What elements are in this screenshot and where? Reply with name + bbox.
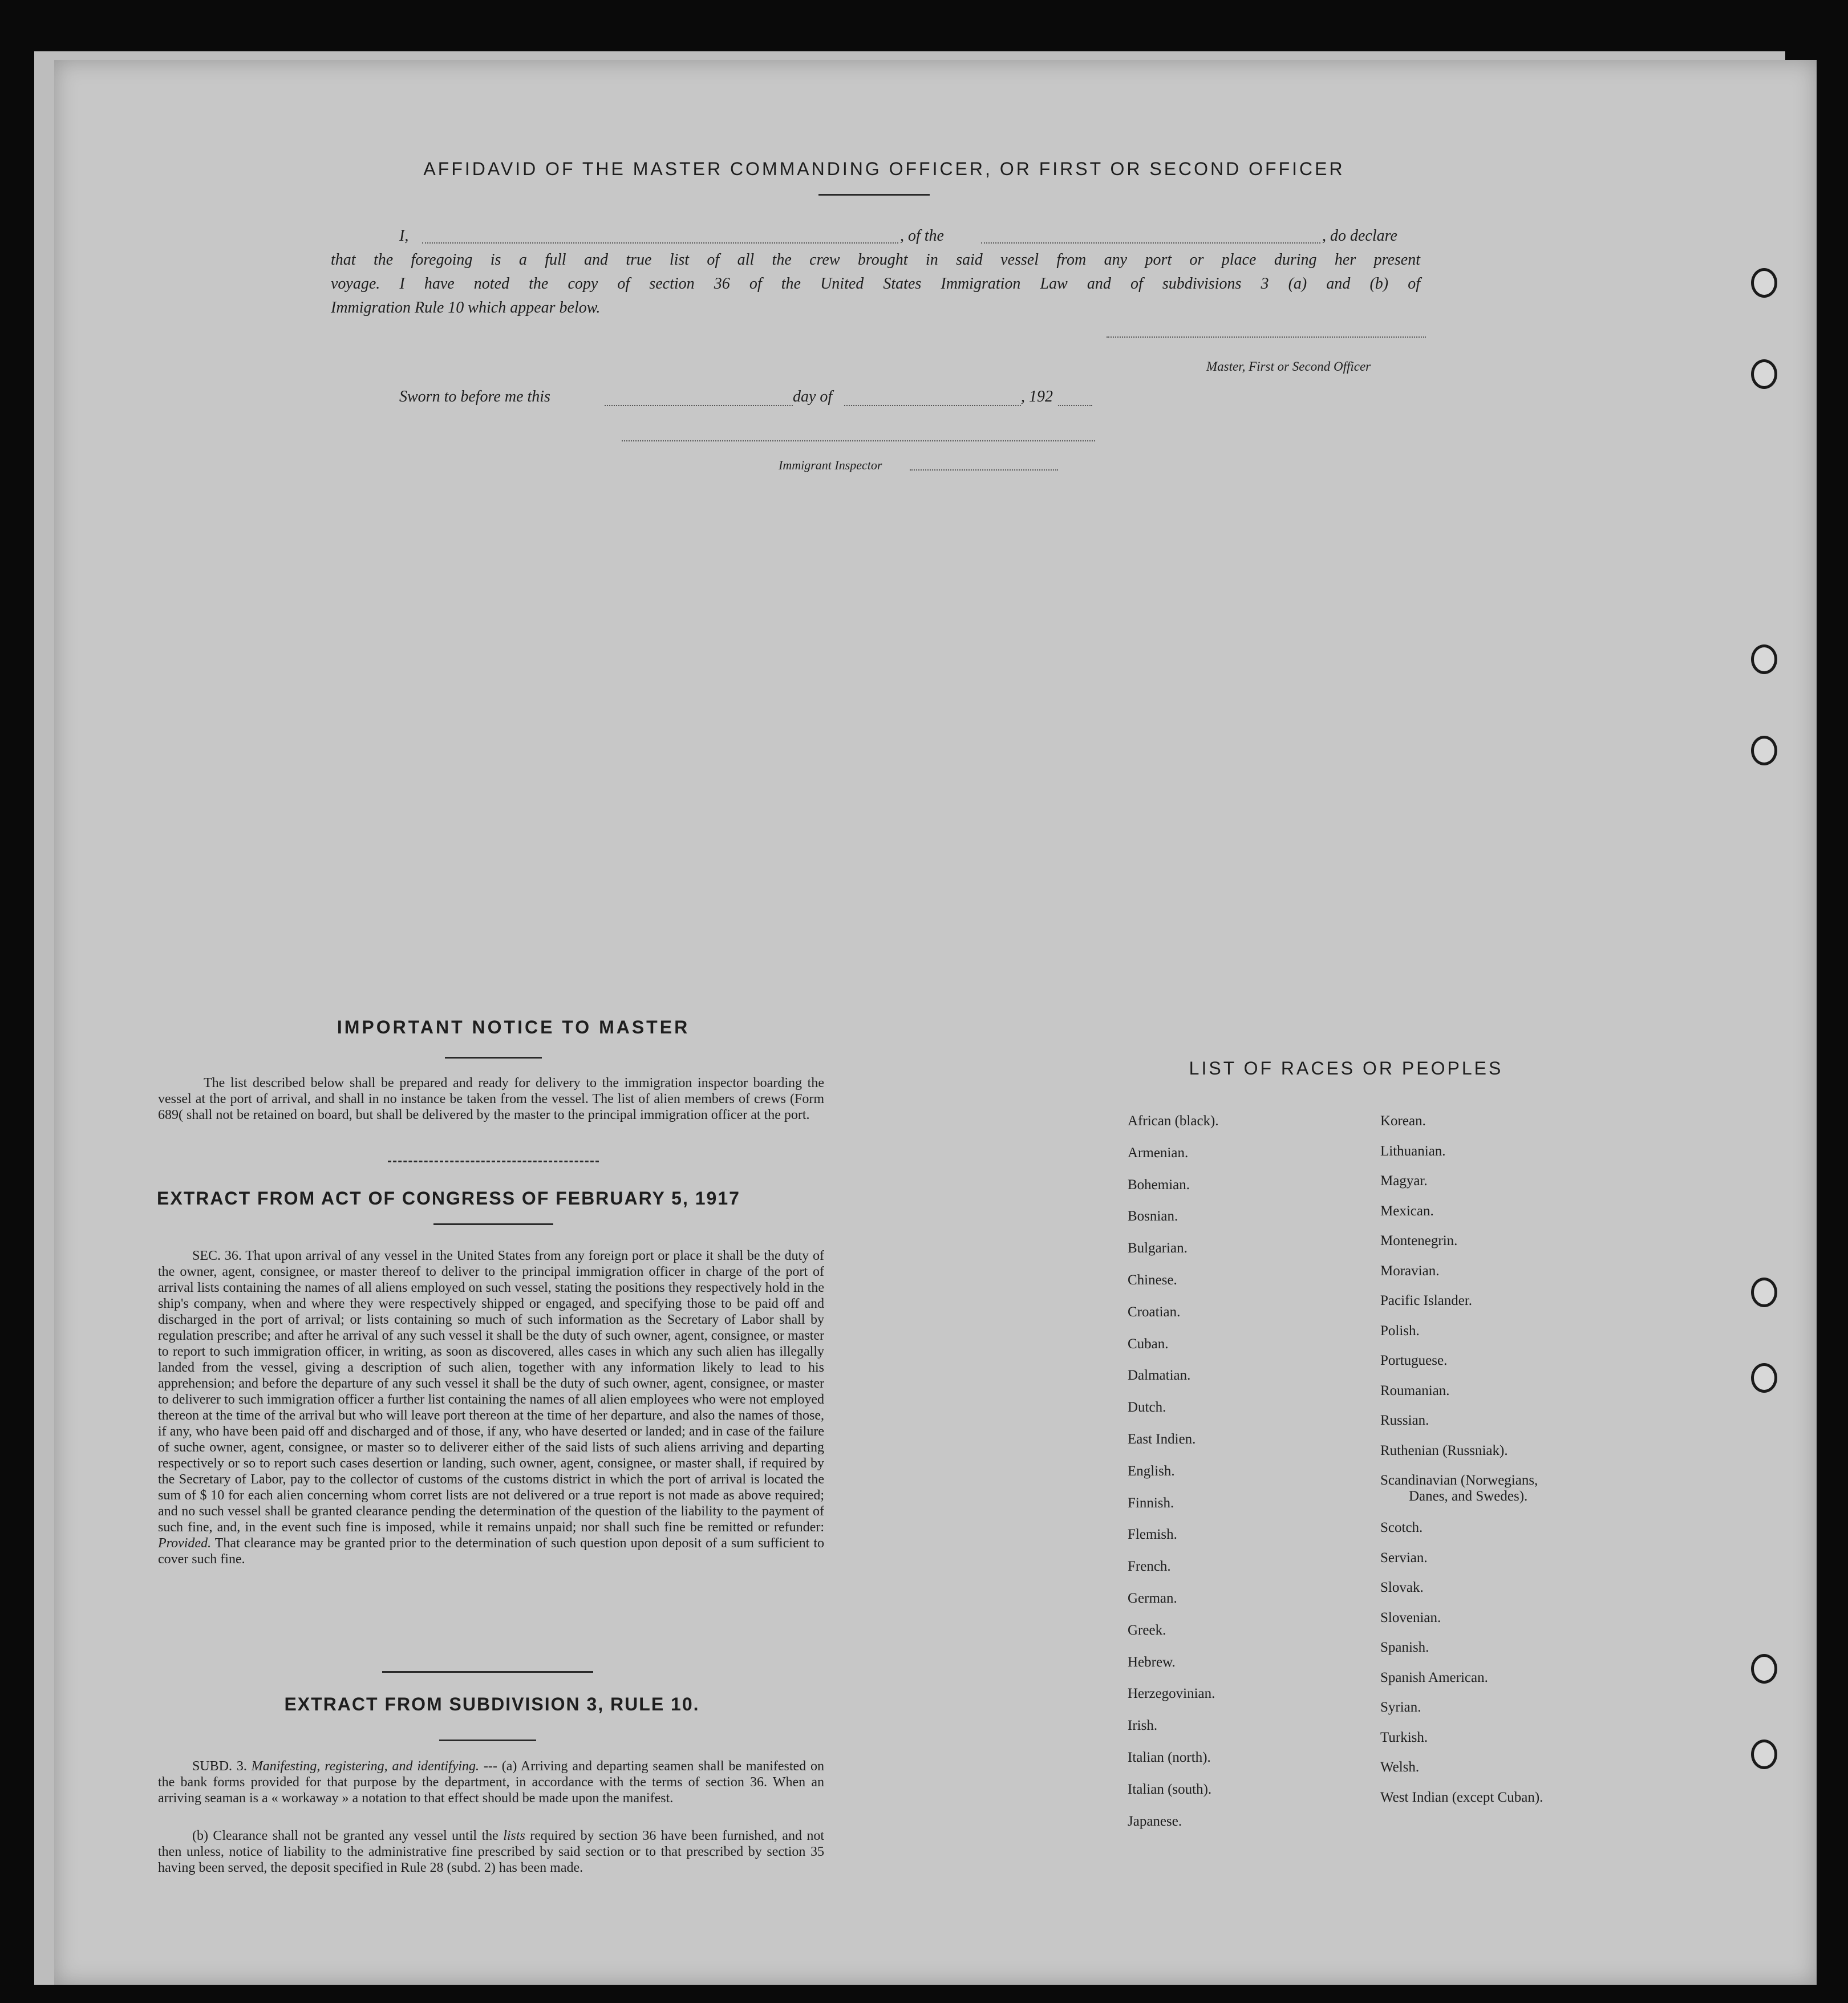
provided-text: Provided.	[158, 1536, 212, 1551]
race-item: Italian (south).	[1128, 1781, 1212, 1797]
race-item: Pacific Islander.	[1380, 1293, 1473, 1308]
year-blank-line	[1058, 405, 1092, 406]
race-item: English.	[1128, 1463, 1175, 1479]
month-blank-line	[844, 405, 1021, 406]
binder-hole-icon	[1751, 1654, 1777, 1684]
act-end-divider	[382, 1671, 593, 1673]
race-item: African (black).	[1128, 1113, 1219, 1129]
subdivision-number: SUBD. 3.	[192, 1759, 247, 1774]
notice-title: IMPORTANT NOTICE TO MASTER	[337, 1017, 690, 1037]
race-item: Italian (north).	[1128, 1750, 1211, 1765]
rule-para-a-text: --- (a) Arriving and departing seamen shall be manifested on the bank forms provided for that purpose by the department, in accordance with the terms of section 36. When an arriving seaman is a « workaway » a notation to that effect should be made upon the manifest.	[158, 1759, 825, 1806]
race-item: Finnish.	[1128, 1495, 1174, 1511]
race-item: Bulgarian.	[1128, 1240, 1188, 1256]
race-item: Turkish.	[1380, 1729, 1428, 1745]
affidavit-lead: I,	[399, 227, 409, 245]
of-the-text: , of the	[900, 227, 944, 245]
race-item: Korean.	[1380, 1113, 1426, 1129]
act-text-block	[158, 1248, 824, 1567]
rule-para-b-end: required by section 36 have been furnished, and not then unless, notice of liability to the administrative fine prescribed by said section or to that prescribed by section 35 having been served, the deposit specified in Rule 28 (subd. 2) has been made.	[158, 1828, 825, 1875]
binder-hole-icon	[1751, 359, 1777, 389]
race-item: Mexican.	[1380, 1203, 1434, 1219]
race-item: Slovenian.	[1380, 1609, 1441, 1625]
day-of-text: day of	[793, 388, 833, 406]
race-item: Herzegovinian.	[1128, 1686, 1215, 1702]
rule-divider	[439, 1740, 536, 1741]
race-item: Bosnian.	[1128, 1209, 1178, 1224]
rule-para-a	[158, 1758, 824, 1806]
rule-para-b-start: (b) Clearance shall not be granted any vessel until the	[192, 1828, 499, 1843]
races-title: LIST OF RACES OR PEOPLES	[1189, 1058, 1503, 1078]
race-item: Bohemian.	[1128, 1177, 1190, 1193]
affidavit-line: that the foregoing is a full and true list of all the crew brought in said vessel from any port or place during her present	[331, 251, 1420, 269]
do-declare-text: , do declare	[1322, 227, 1397, 245]
race-item: East Indien.	[1128, 1432, 1196, 1447]
race-item: Cuban.	[1128, 1336, 1169, 1352]
race-item: Servian.	[1380, 1550, 1428, 1566]
race-item: Greek.	[1128, 1622, 1166, 1638]
race-item: Irish.	[1128, 1718, 1158, 1734]
notice-end-divider	[388, 1161, 599, 1162]
act-body: That upon arrival of any vessel in the United States from any foreign port or place it shall be the duty of the owner, agent, consignee, or master thereof to deliver to the principal immigration officer in charge of the port of arrival lists containing the names of all aliens employed on such vessel, stating the positions they respectively hold in the ship's company, when and where they were respectively shipped or engaged, and specifying those to be paid off and discharged in the port of arrival; or lists containing so much of such information as the Secretary of Labor shall by regulation prescribe; and after he arrival of any such vessel it shall be the duty of such owner, agent, consignee, or master to report to such immigration officer, in writing, as soon as discovered, alles cases in which any such alien has illegally landed from the vessel, giving a description of such alien, together with any information likely to lead to his apprehension; and before the departure of any such vessel it shall be the duty of such owner, agent, consignee, or master to deliverer to such immigration officer a further list containing the names of all alien employees who were not employed thereon at the time of the arrival but who will leave port thereon at the time of her departure, and also the names of those, if any, who have been paid off and discharged and of those, if any, who have deserted or landed; and in case of the failure of suche owner, agent, consignee, or master so to deliverer either of the said lists of such aliens arriving and departing respectively or so to report such cases desertion or landing, such owner, agent, consignee, or master shall, if required by the Secretary of Labor, pay to the collector of customs of the customs district in which the port of arrival is located the sum of $ 10 for each alien concerning whom corret lists are not delivered or a true report is not made as above required; and no such vessel shall be granted clearance pending the determination of the question of the liability to the payment of such fine, and, in the event such fine is imposed, while it remains unpaid; nor shall such fine be remitted or refunder:	[158, 1248, 824, 1535]
affidavit-title: AFFIDAVID OF THE MASTER COMMANDING OFFICER, OR FIRST OR SECOND OFFICER	[423, 159, 1345, 179]
race-item: Roumanian.	[1380, 1382, 1450, 1398]
title-divider	[818, 194, 930, 196]
act-body-end: That clearance may be granted prior to the determination of such question upon deposit of a sum sufficient to cover such fine.	[158, 1536, 824, 1567]
notice-body: The list described below shall be prepared and ready for delivery to the immigration inspector boarding the vessel at the port of arrival, and shall in no instance be taken from the vessel. The list of alien members of crews (Form 689( shall not be retained on board, but shall be delivered by the master to the principal immigration officer at the port.	[158, 1076, 824, 1122]
race-item: Moravian.	[1380, 1263, 1440, 1279]
year-text: , 192	[1021, 388, 1053, 406]
binder-hole-icon	[1751, 1363, 1777, 1393]
notice-divider	[445, 1057, 542, 1059]
race-item: German.	[1128, 1591, 1177, 1606]
race-item: Scandinavian (Norwegians,	[1380, 1473, 1538, 1488]
race-item: Hebrew.	[1128, 1654, 1176, 1670]
race-item: Dutch.	[1128, 1400, 1166, 1416]
race-item: Flemish.	[1128, 1527, 1177, 1543]
race-item: Danes, and Swedes).	[1409, 1489, 1528, 1504]
race-item: Slovak.	[1380, 1580, 1424, 1595]
inspector-signature-line	[622, 440, 1095, 441]
inspector-blank-line	[910, 469, 1058, 471]
race-item: Welsh.	[1380, 1759, 1420, 1775]
race-item: Chinese.	[1128, 1272, 1177, 1288]
race-item: Portuguese.	[1380, 1353, 1448, 1368]
race-item: Magyar.	[1380, 1173, 1428, 1189]
affidavit-line: Immigration Rule 10 which appear below.	[331, 299, 601, 317]
rule-para-b-lists: lists	[503, 1828, 525, 1843]
subdivision-title: Manifesting, registering, and identifying.	[251, 1759, 480, 1774]
race-item: Dalmatian.	[1128, 1368, 1191, 1384]
race-item: Ruthenian (Russniak).	[1380, 1442, 1508, 1458]
binder-hole-icon	[1751, 644, 1777, 674]
day-blank-line	[605, 405, 793, 406]
race-item: French.	[1128, 1559, 1171, 1575]
race-item: Lithuanian.	[1380, 1143, 1446, 1159]
race-item: Spanish American.	[1380, 1669, 1488, 1685]
race-item: Armenian.	[1128, 1145, 1189, 1161]
rule-title: EXTRACT FROM SUBDIVISION 3, RULE 10.	[284, 1694, 700, 1714]
vessel-blank-line	[981, 242, 1320, 244]
binder-hole-icon	[1751, 1740, 1777, 1769]
binder-hole-icon	[1751, 268, 1777, 298]
race-item: Russian.	[1380, 1413, 1429, 1428]
race-item: Polish.	[1380, 1323, 1420, 1339]
signature-line	[1107, 336, 1426, 338]
act-divider	[433, 1223, 553, 1225]
inspector-label: Immigrant Inspector	[779, 458, 882, 472]
race-item: Syrian.	[1380, 1700, 1421, 1715]
race-item: Scotch.	[1380, 1520, 1423, 1535]
affidavit-line: voyage. I have noted the copy of section 36 of the United States Immigration Law and of subdivisions 3 (a) and (b) of	[331, 275, 1420, 293]
race-item: Croatian.	[1128, 1304, 1181, 1320]
sworn-text: Sworn to before me this	[399, 388, 550, 406]
name-blank-line	[422, 242, 898, 244]
binder-hole-icon	[1751, 1278, 1777, 1307]
race-item: Montenegrin.	[1380, 1233, 1458, 1248]
race-item: West Indian (except Cuban).	[1380, 1789, 1543, 1805]
race-item: Spanish.	[1380, 1640, 1429, 1655]
section-number: SEC. 36.	[192, 1248, 242, 1263]
race-item: Japanese.	[1128, 1813, 1182, 1829]
binder-hole-icon	[1751, 736, 1777, 765]
act-title: EXTRACT FROM ACT OF CONGRESS OF FEBRUARY 5, 1917	[157, 1188, 740, 1209]
signature-label: Master, First or Second Officer	[1206, 359, 1371, 374]
rule-para-b	[158, 1828, 824, 1876]
